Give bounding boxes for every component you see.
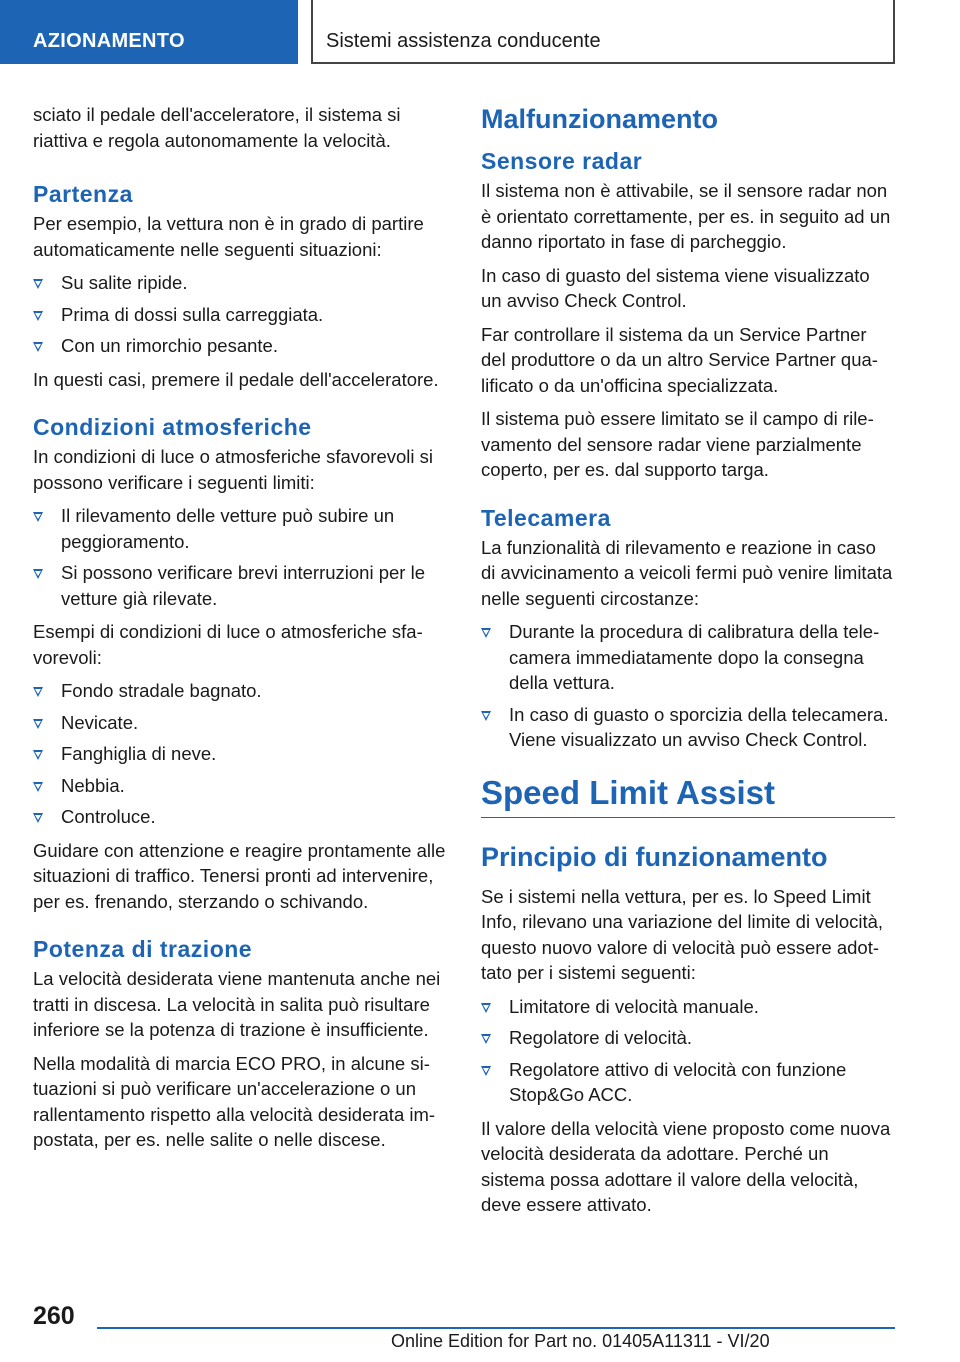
list-item: Con un rimorchio pesante. — [33, 333, 447, 359]
footer-divider — [97, 1327, 895, 1329]
condizioni-text: In condizioni di luce o atmosferiche sfavorevoli si possono verificare i seguenti limiti: — [33, 446, 433, 493]
partenza-heading: Partenza — [33, 181, 133, 207]
speed-limit-title-block — [481, 773, 895, 818]
condizioni-list — [33, 503, 447, 611]
list-item: Prima di dossi sulla carreggiata. — [33, 302, 447, 328]
right-column — [481, 102, 895, 1226]
triangle-bullet-icon — [481, 1066, 491, 1076]
partenza-list — [33, 270, 447, 359]
section-tab: AZIONAMENTO — [0, 0, 298, 64]
triangle-bullet-icon — [33, 813, 43, 823]
principle-list — [481, 994, 895, 1108]
left-column — [33, 102, 447, 1161]
speed-limit-heading: Speed Limit Assist — [481, 773, 776, 811]
principle-after: Il valore della velocità viene proposto come nuova velocità desiderata da adottare. Perché un sistema possa adottare il valore della velocità, deve essere attivato. — [481, 1117, 891, 1215]
list-item: Fanghiglia di neve. — [33, 741, 447, 767]
potenza-text-2: Nella modalità di marcia ECO PRO, in alcune situazioni si può verificare un'accelerazione o un rallentamento rispetto alla velocità desiderata impostata, per es. nelle salite o nelle discese. — [33, 1052, 436, 1150]
list-item: Regolatore attivo di velocità con funzione Stop&Go ACC. — [481, 1057, 895, 1108]
principle-text: Se i sistemi nella vettura, per es. lo Speed Limit Info, rilevano una variazione del limite di velocità, questo nuovo valore di velocità può essere adottato per i sistemi seguenti: — [481, 885, 884, 983]
triangle-bullet-icon — [481, 1003, 491, 1013]
list-item: Nevicate. — [33, 710, 447, 736]
triangle-bullet-icon — [33, 279, 43, 289]
examples-text: Esempi di condizioni di luce o atmosferiche sfavorevoli: — [33, 621, 423, 668]
malfunzionamento-heading: Malfunzionamento — [481, 104, 718, 134]
potenza-text-1: La velocità desiderata viene mantenuta anche nei tratti in discesa. La velocità in salita può risultare inferiore se la potenza di trazione è insufficiente. — [33, 968, 441, 1040]
radar-heading: Sensore radar — [481, 148, 643, 174]
footer-edition: Online Edition for Part no. 01405A11311 - VI/20 — [391, 1331, 770, 1351]
radar-paragraph-4: Il sistema può essere limitato se il campo di rilevamento del sensore radar viene parzialmente coperto, per es. dal supporto targa. — [481, 408, 874, 480]
list-item: Durante la procedura di calibratura della telecamera immediatamente dopo la consegna della vettura. — [481, 619, 895, 696]
triangle-bullet-icon — [481, 711, 491, 721]
list-item: Controluce. — [33, 804, 447, 830]
list-item: In caso di guasto o sporcizia della telecamera. Viene visualizzato un avviso Check Control. — [481, 702, 895, 753]
list-item: Il rilevamento delle vetture può subire un peggioramento. — [33, 503, 447, 554]
radar-paragraph-3: Far controllare il sistema da un Service Partner del produttore o da un altro Service Partner qualificato o da un'officina specializzata. — [481, 323, 878, 396]
list-item: Regolatore di velocità. — [481, 1025, 895, 1051]
partenza-after: In questi casi, premere il pedale dell'acceleratore. — [33, 368, 439, 390]
examples-list — [33, 678, 447, 830]
radar-paragraph-1: Il sistema non è attivabile, se il sensore radar non è orientato correttamente, per es. in seguito ad un danno riportato in fase di parcheggio. — [481, 180, 891, 252]
triangle-bullet-icon — [33, 782, 43, 792]
camera-text: La funzionalità di rilevamento e reazione in caso di avvicinamento a veicoli fermi può venire limitata nelle seguenti circostanze: — [481, 536, 893, 609]
page-number: 260 — [33, 1302, 75, 1330]
list-item: Nebbia. — [33, 773, 447, 799]
triangle-bullet-icon — [33, 512, 43, 522]
list-item: Limitatore di velocità manuale. — [481, 994, 895, 1020]
triangle-bullet-icon — [33, 687, 43, 697]
chapter-header: Sistemi assistenza conducente — [311, 0, 895, 64]
list-item: Su salite ripide. — [33, 270, 447, 296]
triangle-bullet-icon — [481, 1034, 491, 1044]
camera-list — [481, 619, 895, 753]
list-item: Fondo stradale bagnato. — [33, 678, 447, 704]
intro-paragraph: sciato il pedale dell'acceleratore, il sistema si riattiva e regola autonomamente la velocità. — [33, 104, 401, 151]
partenza-text: Per esempio, la vettura non è in grado di partire automaticamente nelle seguenti situazioni: — [33, 213, 424, 260]
radar-paragraph-2: In caso di guasto del sistema viene visualizzato un avviso Check Control. — [481, 264, 870, 311]
triangle-bullet-icon — [481, 628, 491, 638]
triangle-bullet-icon — [33, 342, 43, 352]
camera-heading: Telecamera — [481, 504, 611, 531]
condizioni-heading: Condizioni atmosferiche — [33, 414, 312, 440]
potenza-heading: Potenza di trazione — [33, 936, 253, 962]
triangle-bullet-icon — [33, 750, 43, 760]
principle-heading: Principio di funzionamento — [481, 841, 828, 872]
condizioni-after: Guidare con attenzione e reagire prontamente alle situazioni di traffico. Tenersi pronti ad intervenire, per es. frenando, sterzando o schivando. — [33, 839, 446, 912]
list-item: Si possono verificare brevi interruzioni per le vetture già rilevate. — [33, 560, 447, 611]
triangle-bullet-icon — [33, 569, 43, 579]
triangle-bullet-icon — [33, 719, 43, 729]
triangle-bullet-icon — [33, 311, 43, 321]
